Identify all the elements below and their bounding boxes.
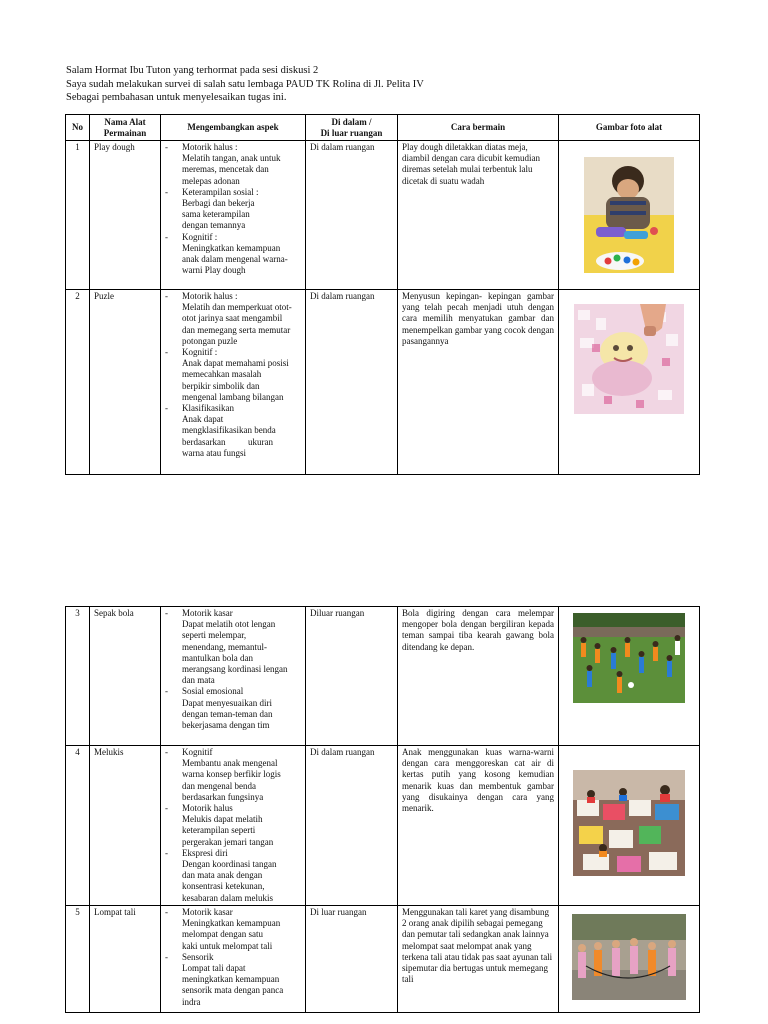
how-to-play: Anak menggunakan kuas warna-warni dengan cara menggoreskan cat air di kertas putih yang kosong kemudian menarik kuas dan membentuk gambar yang disukainya dengan cara yang menarik. [398,746,559,906]
aspect-item: - Motorik kasar Dapat melatih otot lengan seperti melempar, menendang, memantul- mantulkan bola dan merangsang kordinasi lengan dan mata [165,608,301,686]
how-to-play: Play dough diletakkan diatas meja, diambil dengan cara dicubit kemudian diremas setelah mulai terbentuk lalu dicetak di suatu wadah [398,141,559,290]
intro-line: Salam Hormat Ibu Tuton yang terhormat pada sesi diskusi 2 [66,65,319,76]
header-aspek: Mengembangkan aspek [161,115,306,141]
how-to-play: Menyusun kepingan- kepingan gambar yang telah pecah menjadi utuh dengan cara memilih menyatukan gambar dan menempelkan gambar yang cocok dengan pasangannya [398,290,559,475]
aspect-list [161,141,306,290]
table-row [66,141,700,290]
kids-playing-football-photo [573,613,685,703]
aspect-item: - Motorik halus : Melatih dan memperkuat otot- otot jarinya saat mengambil dan memegang serta memutar potongan puzle [165,291,301,347]
table-row [66,290,700,475]
aspect-list [161,746,306,906]
row-number: 5 [66,906,90,1013]
game-name: Melukis [90,746,161,906]
aspect-list [161,607,306,746]
header-nama: Nama Alat Permainan [90,115,161,141]
how-to-play: Bola digiring dengan cara melempar mengoper bola dengan bergiliran kepada teman sampai tiba kearah gawang bola ditendang ke depan. [398,607,559,746]
game-name: Play dough [90,141,161,290]
kids-jump-rope-photo [572,914,686,1000]
table-row [66,607,700,746]
row-number: 1 [66,141,90,290]
row-number: 3 [66,607,90,746]
game-name: Lompat tali [90,906,161,1013]
location: Di luar ruangan [306,906,398,1013]
aspect-list [161,906,306,1013]
aspect-item: - Sensorik Lompat tali dapat meningkatkan kemampuan sensorik mata dengan panca indra [165,952,301,1008]
header-cara: Cara bermain [398,115,559,141]
location: Di dalam ruangan [306,290,398,475]
location: Diluar ruangan [306,607,398,746]
aspect-item: - Kognitif : Anak dapat memahami posisi memecahkan masalah berpikir simbolik dan mengenal lambang bilangan [165,347,301,403]
how-to-play: Menggunakan tali karet yang disambung 2 orang anak dipilih sebagai pemegang dan pemutar tali sedangkan anak lainnya melompat saat melompat anak yang terkena tali atau tidak pas saat ayunan tali sipemutar dia bertugas untuk memegang tali [398,906,559,1013]
aspect-item: - Motorik kasar Meningkatkan kemampuan melompat dengan satu kaki untuk melompat tali [165,907,301,952]
aspect-item: - Motorik halus Melukis dapat melatih keterampilan seperti pergerakan jemari tangan [165,803,301,848]
header-lokasi: Di dalam / Di luar ruangan [306,115,398,141]
table-row [66,746,700,906]
row-number: 4 [66,746,90,906]
intro-line: Saya sudah melakukan survei di salah satu lembaga PAUD TK Rolina di Jl. Pelita IV [66,78,424,90]
game-name: Puzle [90,290,161,475]
aspect-list [161,290,306,475]
aspect-item: - Klasifikasikan Anak dapat mengklasifikasikan benda berdasarkan ukuran warna atau fungsi [165,403,301,459]
aspect-item: - Kognitif Membantu anak mengenal warna konsep berfikir logis dan mengenal benda berdasarkan fungsinya [165,747,301,803]
table-header-row [66,115,700,141]
header-gambar: Gambar foto alat [559,115,700,141]
table-row [66,906,700,1013]
child-playing-playdough-photo [584,157,674,273]
aspect-item: - Motorik halus : Melatih tangan, anak untuk meremas, mencetak dan melepas adonan [165,142,301,187]
location: Di dalam ruangan [306,746,398,906]
row-number: 2 [66,290,90,475]
aspect-item: - Ekspresi diri Dengan koordinasi tangan dan mata anak dengan konsentrasi ketekunan, kesabaran dalam melukis [165,848,301,904]
survey-table [65,114,700,475]
survey-table-continued [65,606,700,1013]
aspect-item: - Keterampilan sosial : Berbagi dan bekerja sama keterampilan dengan temannya [165,187,301,232]
jigsaw-puzzle-photo [574,304,684,414]
kids-painting-photo [573,770,685,876]
intro-line: Sebagai pembahasan untuk menyelesaikan tugas ini. [66,92,287,103]
header-no: No [66,115,90,141]
aspect-item: - Kognitif : Meningkatkan kemampuan anak dalam mengenal warna- warni Play dough [165,232,301,277]
aspect-item: - Sosial emosional Dapat menyesuaikan diri dengan teman-teman dan bekerjasama dengan tim [165,686,301,731]
intro-text [66,64,424,105]
location: Di dalam ruangan [306,141,398,290]
game-name: Sepak bola [90,607,161,746]
